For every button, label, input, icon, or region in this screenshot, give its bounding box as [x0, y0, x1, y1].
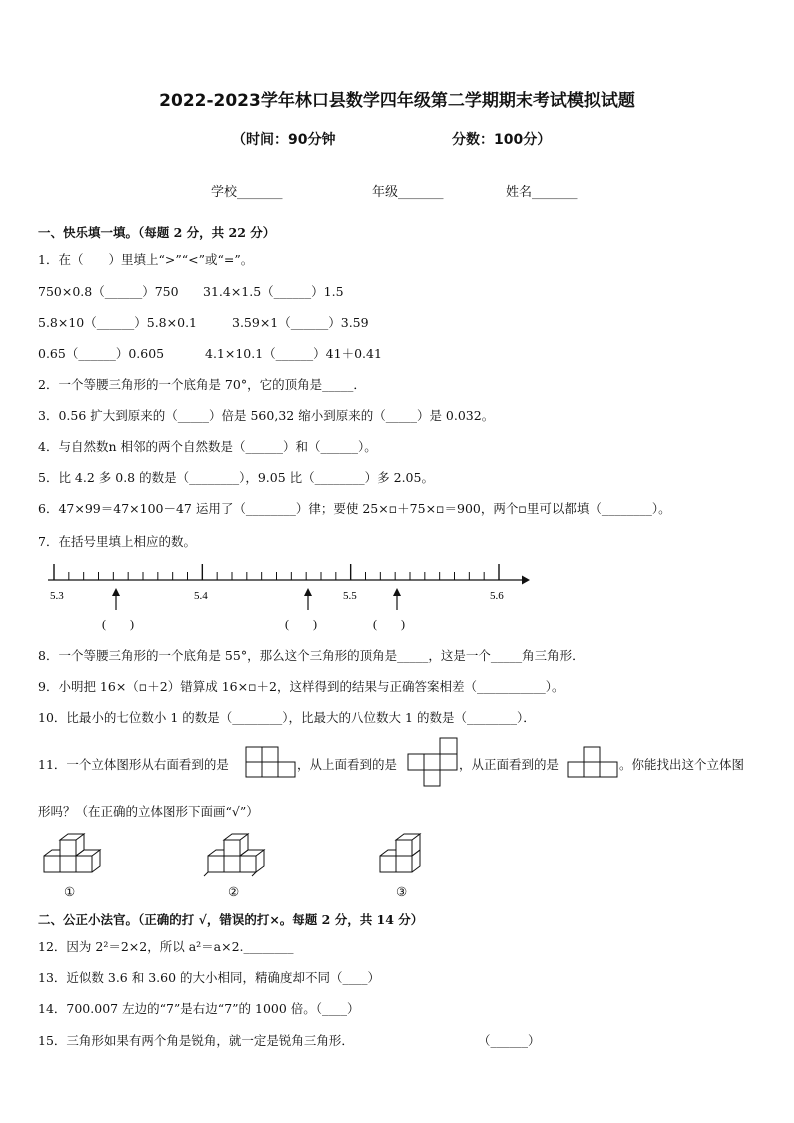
q1-row-2-left: 5.8×10（______）5.8×0.1: [38, 315, 197, 330]
label-5-4: 5.4: [194, 590, 208, 602]
question-7: 7．在括号里填上相应的数。: [38, 534, 196, 549]
section-1-title: 一、快乐填一填。（每题 2 分，共 22 分）: [38, 225, 276, 240]
question-10: 10．比最小的七位数小 1 的数是（________），比最大的八位数大 1 的数是（________）．: [38, 710, 536, 725]
right-view-figure: [245, 746, 297, 778]
number-line-ticks: [54, 564, 499, 580]
q1-row-1-left: 750×0.8（______）750: [38, 284, 179, 299]
solid-figure-2: [200, 832, 274, 880]
top-view-figure: [407, 737, 459, 787]
label-5-6: 5.6: [490, 590, 504, 602]
answer-bracket-2: ( ): [285, 617, 317, 631]
question-11-part-d: 。你能找出这个立体图: [619, 757, 745, 772]
question-6: 6．47×99＝47×100－47 运用了（________）律；要使 25×▫＋75×▫＝900，两个▫里可以都填（________）。: [38, 501, 671, 516]
exam-time: （时间：90分钟: [232, 132, 336, 148]
label-5-5: 5.5: [343, 590, 357, 602]
option-2-label: ②: [228, 884, 240, 899]
name-field: 姓名_______: [506, 185, 578, 200]
question-11-part-e: 形吗？（在正确的立体图形下面画“√”）: [38, 804, 259, 819]
question-2: 2．一个等腰三角形的一个底角是 70°，它的顶角是_____．: [38, 377, 366, 392]
question-15: 15．三角形如果有两个角是锐角，就一定是锐角三角形．: [38, 1033, 354, 1048]
solid-figure-3: [378, 832, 430, 880]
option-1-label: ①: [64, 884, 76, 899]
q1-row-1-right: 31.4×1.5（______）1.5: [203, 284, 344, 299]
section-2-title: 二、公正小法官。（正确的打 √，错误的打×。每题 2 分，共 14 分）: [38, 912, 424, 927]
option-3-label: ③: [396, 884, 408, 899]
solid-figure-1: [36, 832, 106, 880]
question-14: 14．700.007 左边的“7”是右边“7”的 1000 倍。（____）: [38, 1001, 360, 1016]
grade-field: 年级_______: [372, 185, 444, 200]
page-title: 2022-2023学年林口县数学四年级第二学期期末考试模拟试题: [159, 91, 635, 111]
arrow-2: [304, 588, 312, 610]
question-13: 13．近似数 3.6 和 3.60 的大小相同，精确度却不同（____）: [38, 970, 381, 985]
question-3: 3．0.56 扩大到原来的（_____）倍是 560,32 缩小到原来的（_____）是 0.032。: [38, 408, 495, 423]
question-11-part-b: ，从上面看到的是: [297, 757, 398, 772]
arrow-3: [393, 588, 401, 610]
answer-bracket-1: ( ): [102, 617, 134, 631]
question-8: 8．一个等腰三角形的一个底角是 55°，那么这个三角形的顶角是_____，这是一个_____角三角形．: [38, 648, 585, 663]
question-4: 4．与自然数n 相邻的两个自然数是（______）和（______）。: [38, 439, 377, 454]
label-5-3: 5.3: [50, 590, 64, 602]
question-11-part-c: ，从正面看到的是: [459, 757, 560, 772]
question-11-part-a: 11．一个立体图形从右面看到的是: [38, 757, 229, 772]
exam-score: 分数：100分）: [452, 132, 552, 148]
question-1: 1．在（ ）里填上“>”“<”或“=”。: [38, 252, 254, 267]
question-5: 5．比 4.2 多 0.8 的数是（________），9.05 比（________）多 2.05。: [38, 470, 434, 485]
answer-bracket-3: ( ): [373, 617, 405, 631]
q1-row-2-right: 3.59×1（______）3.59: [232, 315, 369, 330]
arrow-1: [112, 588, 120, 610]
question-9: 9．小明把 16×（▫＋2）错算成 16×▫＋2，这样得到的结果与正确答案相差（___________）。: [38, 679, 565, 694]
number-line: [44, 558, 534, 638]
front-view-figure: [567, 746, 619, 778]
question-12: 12．因为 2²＝2×2，所以 a²＝a×2.________: [38, 939, 294, 954]
school-field: 学校_______: [211, 185, 283, 200]
q1-row-3-left: 0.65（______）0.605: [38, 346, 165, 361]
question-15-blank: （______）: [478, 1033, 541, 1048]
q1-row-3-right: 4.1×10.1（______）41＋0.41: [205, 346, 382, 361]
